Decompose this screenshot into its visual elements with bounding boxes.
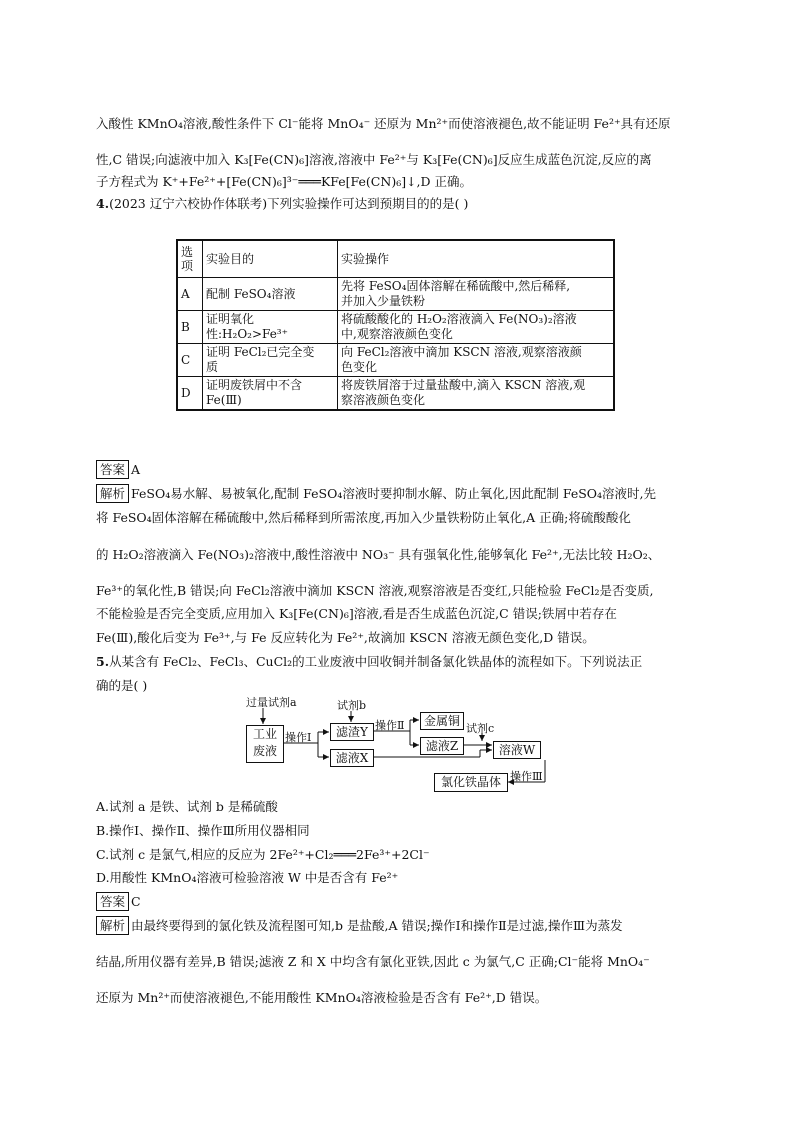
option-cell: B xyxy=(177,311,203,344)
q5-analysis-line-2: 结晶,所用仪器有差异,B 错误;滤液 Z 和 X 中均含有氯化亚铁,因此 c 为氯气,C 正确;Cl⁻能将 MnO₄⁻ xyxy=(96,954,650,969)
waste-text-2: 废液 xyxy=(252,744,277,758)
answer-value: A xyxy=(131,462,141,477)
q5-stem-text: 从某含有 FeCl₂、FeCl₃、CuCl₂的工业废液中回收铜并制备氯化铁晶体的流程如下。下列说法正 xyxy=(109,654,643,669)
operation-text: 先将 FeSO₄固体溶解在稀硫酸中,然后稀释, xyxy=(341,279,571,293)
q4-analysis-line-6: Fe(Ⅲ),酸化后变为 Fe³⁺,与 Fe 反应转化为 Fe²⁺,故滴加 KSCN 溶液无颜色变化,D 错误。 xyxy=(96,630,595,645)
operation-text: 察溶液颜色变化 xyxy=(341,393,426,407)
q5-stem-line-2: 确的是( ) xyxy=(96,678,148,693)
copper-box: 金属铜 xyxy=(420,712,464,730)
operation-3-label: 操作Ⅲ xyxy=(510,770,543,783)
reagent-a-label: 过量试剂a xyxy=(246,696,297,709)
q4-analysis-line-4: Fe³⁺的氧化性,B 错误;向 FeCl₂溶液中滴加 KSCN 溶液,观察溶液是否变红,只能检验 FeCl₂是否变质, xyxy=(96,583,654,598)
q5-answer xyxy=(96,892,716,912)
q4-analysis-line-2: 将 FeSO₄固体溶解在稀硫酸中,然后稀释到所需浓度,再加入少量铁粉防止氧化,A 正确;将硫酸酸化 xyxy=(96,510,631,525)
q5-option-a: A.试剂 a 是铁、试剂 b 是稀硫酸 xyxy=(96,799,278,814)
q5-number: 5. xyxy=(96,654,110,669)
option-cell: C xyxy=(177,344,203,377)
goal-text: Fe(Ⅲ) xyxy=(206,393,242,407)
operation-text: 向 FeCl₂溶液中滴加 KSCN 溶液,观察溶液颜 xyxy=(341,345,582,359)
solution-w-box: 溶液W xyxy=(493,741,541,759)
goal-text: 证明氧化 xyxy=(206,312,255,326)
operation-1-label: 操作Ⅰ xyxy=(285,731,312,744)
operation-text: 将废铁屑溶于过量盐酸中,滴入 KSCN 溶液,观 xyxy=(341,378,586,392)
header-option: 选项 xyxy=(177,240,203,278)
goal-text: 证明 FeCl₂已完全变 xyxy=(206,345,315,359)
q4-analysis-line-3: 的 H₂O₂溶液滴入 Fe(NO₃)₂溶液中,酸性溶液中 NO₃⁻ 具有强氧化性,能够氧化 Fe²⁺,无法比较 H₂O₂、 xyxy=(96,547,661,562)
q4-stem-text: (2023 辽宁六校协作体联考)下列实验操作可达到预期目的的是( ) xyxy=(109,196,469,211)
analysis-text: FeSO₄易水解、易被氧化,配制 FeSO₄溶液时要抑制水解、防止氧化,因此配制 FeSO₄溶液时,先 xyxy=(131,486,657,501)
residue-y-box: 滤渣Y xyxy=(330,723,374,741)
waste-text-1: 工业 xyxy=(252,727,277,741)
q5-option-b: B.操作Ⅰ、操作Ⅱ、操作Ⅲ所用仪器相同 xyxy=(96,823,310,838)
filtrate-x-box: 滤液X xyxy=(330,749,374,767)
prev-analysis-line-2: 性,C 错误;向滤液中加入 K₃[Fe(CN)₆]溶液,溶液中 Fe²⁺与 K₃[Fe(CN)₆]反应生成蓝色沉淀,反应的离 xyxy=(96,152,652,167)
prev-analysis-line-3: 子方程式为 K⁺+Fe²⁺+[Fe(CN)₆]³⁻═══KFe[Fe(CN)₆]↓,D 正确。 xyxy=(96,174,473,189)
operation-text: 色变化 xyxy=(341,360,378,374)
header-operation: 实验操作 xyxy=(338,240,615,278)
ferric-chloride-crystal-box: 氯化铁晶体 xyxy=(434,773,508,792)
goal-text: 证明废铁屑中不含 xyxy=(206,378,303,392)
answer-label: 答案 xyxy=(96,892,129,911)
answer-label: 答案 xyxy=(96,460,129,479)
reagent-c-label: 试剂c xyxy=(466,722,495,735)
q5-analysis-line-1 xyxy=(96,916,716,936)
analysis-text: 由最终要得到的氯化铁及流程图可知,b 是盐酸,A 错误;操作Ⅰ和操作Ⅱ是过滤,操作Ⅲ为蒸发 xyxy=(131,918,623,933)
header-goal: 实验目的 xyxy=(203,240,338,278)
operation-text: 将硫酸酸化的 H₂O₂溶液滴入 Fe(NO₃)₂溶液 xyxy=(341,312,577,326)
operation-text: 中,观察溶液颜色变化 xyxy=(341,327,453,341)
operation-text: 并加入少量铁粉 xyxy=(341,294,426,308)
analysis-label: 解析 xyxy=(96,916,129,935)
q5-option-c: C.试剂 c 是氯气,相应的反应为 2Fe²⁺+Cl₂═══2Fe³⁺+2Cl⁻ xyxy=(96,847,430,862)
prev-analysis-line-1: 入酸性 KMnO₄溶液,酸性条件下 Cl⁻能将 MnO₄⁻ 还原为 Mn²⁺而使溶液褪色,故不能证明 Fe²⁺具有还原 xyxy=(96,116,671,131)
analysis-label: 解析 xyxy=(96,484,129,503)
goal-text: 配制 FeSO₄溶液 xyxy=(206,286,296,301)
option-cell: A xyxy=(177,278,203,311)
q5-analysis-line-3: 还原为 Mn²⁺而使溶液褪色,不能用酸性 KMnO₄溶液检验是否含有 Fe²⁺,D 错误。 xyxy=(96,990,548,1005)
option-cell: D xyxy=(177,377,203,411)
q4-number: 4. xyxy=(96,196,110,211)
industrial-waste-box xyxy=(246,725,284,763)
reagent-b-label: 试剂b xyxy=(337,699,367,712)
goal-text: 质 xyxy=(206,360,219,374)
q4-analysis-line-5: 不能检验是否完全变质,应用加入 K₃[Fe(CN)₆]溶液,看是否生成蓝色沉淀,C 错误;铁屑中若存在 xyxy=(96,606,617,621)
operation-2-label: 操作Ⅱ xyxy=(375,719,405,732)
q5-option-d: D.用酸性 KMnO₄溶液可检验溶液 W 中是否含有 Fe²⁺ xyxy=(96,870,399,885)
filtrate-z-box: 滤液Z xyxy=(420,737,464,755)
goal-text: 性:H₂O₂>Fe³⁺ xyxy=(206,327,288,341)
answer-value: C xyxy=(131,894,141,909)
